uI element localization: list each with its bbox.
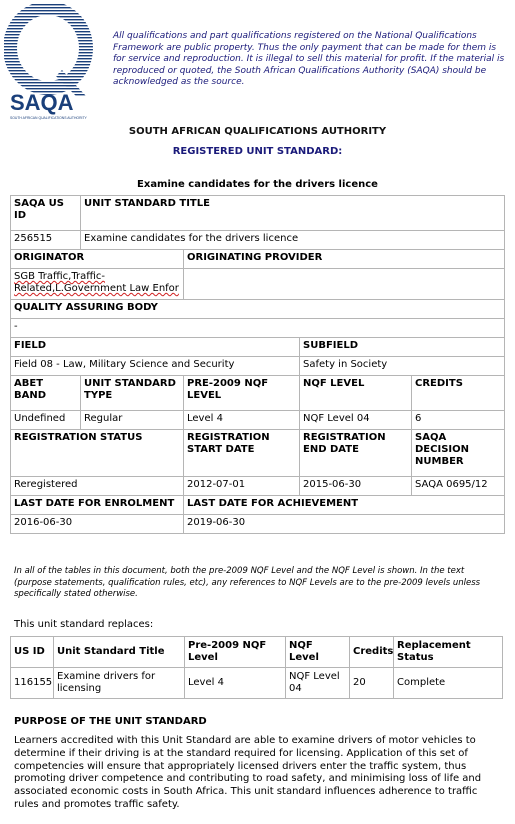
credits-value: 6 [412, 411, 505, 430]
credits-label: CREDITS [412, 376, 505, 411]
field-value: Field 08 - Law, Military Science and Security [11, 357, 300, 376]
unit-standard-type-value: Regular [81, 411, 184, 430]
originator-line-2: Related,L.Government Law Enfor [14, 283, 179, 294]
originating-provider-label: ORIGINATING PROVIDER [184, 250, 505, 269]
rep-status: Complete [394, 668, 503, 699]
last-enrolment-label: LAST DATE FOR ENROLMENT [11, 496, 184, 515]
registered-heading: REGISTERED UNIT STANDARD: [172, 146, 343, 157]
saqa-logo-graphic [4, 4, 96, 122]
purpose-text: Learners accredited with this Unit Standard are able to examine drivers of motor vehicles to determine if their driving is at the standard required for licensing. Application of this set of competencies will ensure that appropriately licensed drivers enter the traffic system, thus promoting driver competence and contributing to road safety, and minimising loss of life and associated economic costs in South Africa. This unit standard influences adherence to traffic rules and promotes traffic safety. [14, 735, 482, 810]
authority-heading: SOUTH AFRICAN QUALIFICATIONS AUTHORITY [128, 126, 387, 137]
us-id-label: SAQA US ID [11, 196, 81, 231]
rep-credits: 20 [350, 668, 394, 699]
replacement-header-row [11, 637, 503, 668]
rep-title: Examine drivers for licensing [54, 668, 185, 699]
nqf-level-note: In all of the tables in this document, both the pre-2009 NQF Level and the NQF Level is shown. In the text (purpose statements, qualification rules, etc), any references to NQF Levels are to the pre-2009 levels unless specifically stated otherwise. [14, 566, 481, 599]
rep-header-pre2009: Pre-2009 NQF Level [185, 637, 286, 668]
us-id-value: 256515 [11, 231, 81, 250]
registration-status-value: Reregistered [11, 477, 184, 496]
subfield-label: SUBFIELD [300, 338, 505, 357]
logo-text: SAQA [10, 90, 74, 115]
logo-subtext: SOUTH AFRICAN QUALIFICATIONS AUTHORITY [10, 116, 87, 120]
pre2009-nqf-level-value: Level 4 [184, 411, 300, 430]
registration-end-date-value: 2015-06-30 [300, 477, 412, 496]
purpose-heading: PURPOSE OF THE UNIT STANDARD [14, 716, 207, 727]
last-enrolment-value: 2016-06-30 [11, 515, 184, 534]
rep-nqf: NQF Level 04 [286, 668, 350, 699]
rep-header-status: Replacement Status [394, 637, 503, 668]
saqa-logo [4, 4, 96, 122]
quality-assuring-body-value: - [11, 319, 505, 338]
abet-band-label: ABET BAND [11, 376, 81, 411]
pre2009-nqf-level-label: PRE-2009 NQF LEVEL [184, 376, 300, 411]
rep-header-title: Unit Standard Title [54, 637, 185, 668]
table-row [11, 668, 503, 699]
us-title-label: UNIT STANDARD TITLE [81, 196, 505, 231]
last-achievement-label: LAST DATE FOR ACHIEVEMENT [184, 496, 505, 515]
rep-header-nqf: NQF Level [286, 637, 350, 668]
registration-start-date-value: 2012-07-01 [184, 477, 300, 496]
unit-standard-title-heading: Examine candidates for the drivers licence [137, 179, 378, 190]
replaces-intro: This unit standard replaces: [14, 619, 154, 630]
us-title-value: Examine candidates for the drivers licence [81, 231, 505, 250]
registration-status-label: REGISTRATION STATUS [11, 430, 184, 477]
unit-standard-type-label: UNIT STANDARD TYPE [81, 376, 184, 411]
nqf-level-label: NQF LEVEL [300, 376, 412, 411]
registration-start-date-label: REGISTRATION START DATE [184, 430, 300, 477]
replacement-table [10, 636, 503, 699]
nqf-level-value: NQF Level 04 [300, 411, 412, 430]
rep-us-id: 116155 [11, 668, 54, 699]
rep-pre2009: Level 4 [185, 668, 286, 699]
originator-value [11, 269, 184, 300]
saqa-decision-number-value: SAQA 0695/12 [412, 477, 505, 496]
subfield-value: Safety in Society [300, 357, 505, 376]
rep-header-credits: Credits [350, 637, 394, 668]
disclaimer-text: All qualifications and part qualifications registered on the National Qualifications Framework are public property. Thus the only payment that can be made for them is for service and reproduction. It is illegal to sell this material for profit. If the material is reproduced or quoted, the South African Qualifications Authority (SAQA) should be acknowledged as the source. [113, 31, 505, 87]
field-label: FIELD [11, 338, 300, 357]
unit-standard-table [10, 195, 505, 534]
last-achievement-value: 2019-06-30 [184, 515, 505, 534]
quality-assuring-body-label: QUALITY ASSURING BODY [11, 300, 505, 319]
saqa-decision-number-label: SAQA DECISION NUMBER [412, 430, 505, 477]
abet-band-value: Undefined [11, 411, 81, 430]
registration-end-date-label: REGISTRATION END DATE [300, 430, 412, 477]
originator-label: ORIGINATOR [11, 250, 184, 269]
originator-line-1: SGB Traffic,Traffic- [14, 271, 106, 282]
rep-header-us-id: US ID [11, 637, 54, 668]
originating-provider-value [184, 269, 505, 300]
